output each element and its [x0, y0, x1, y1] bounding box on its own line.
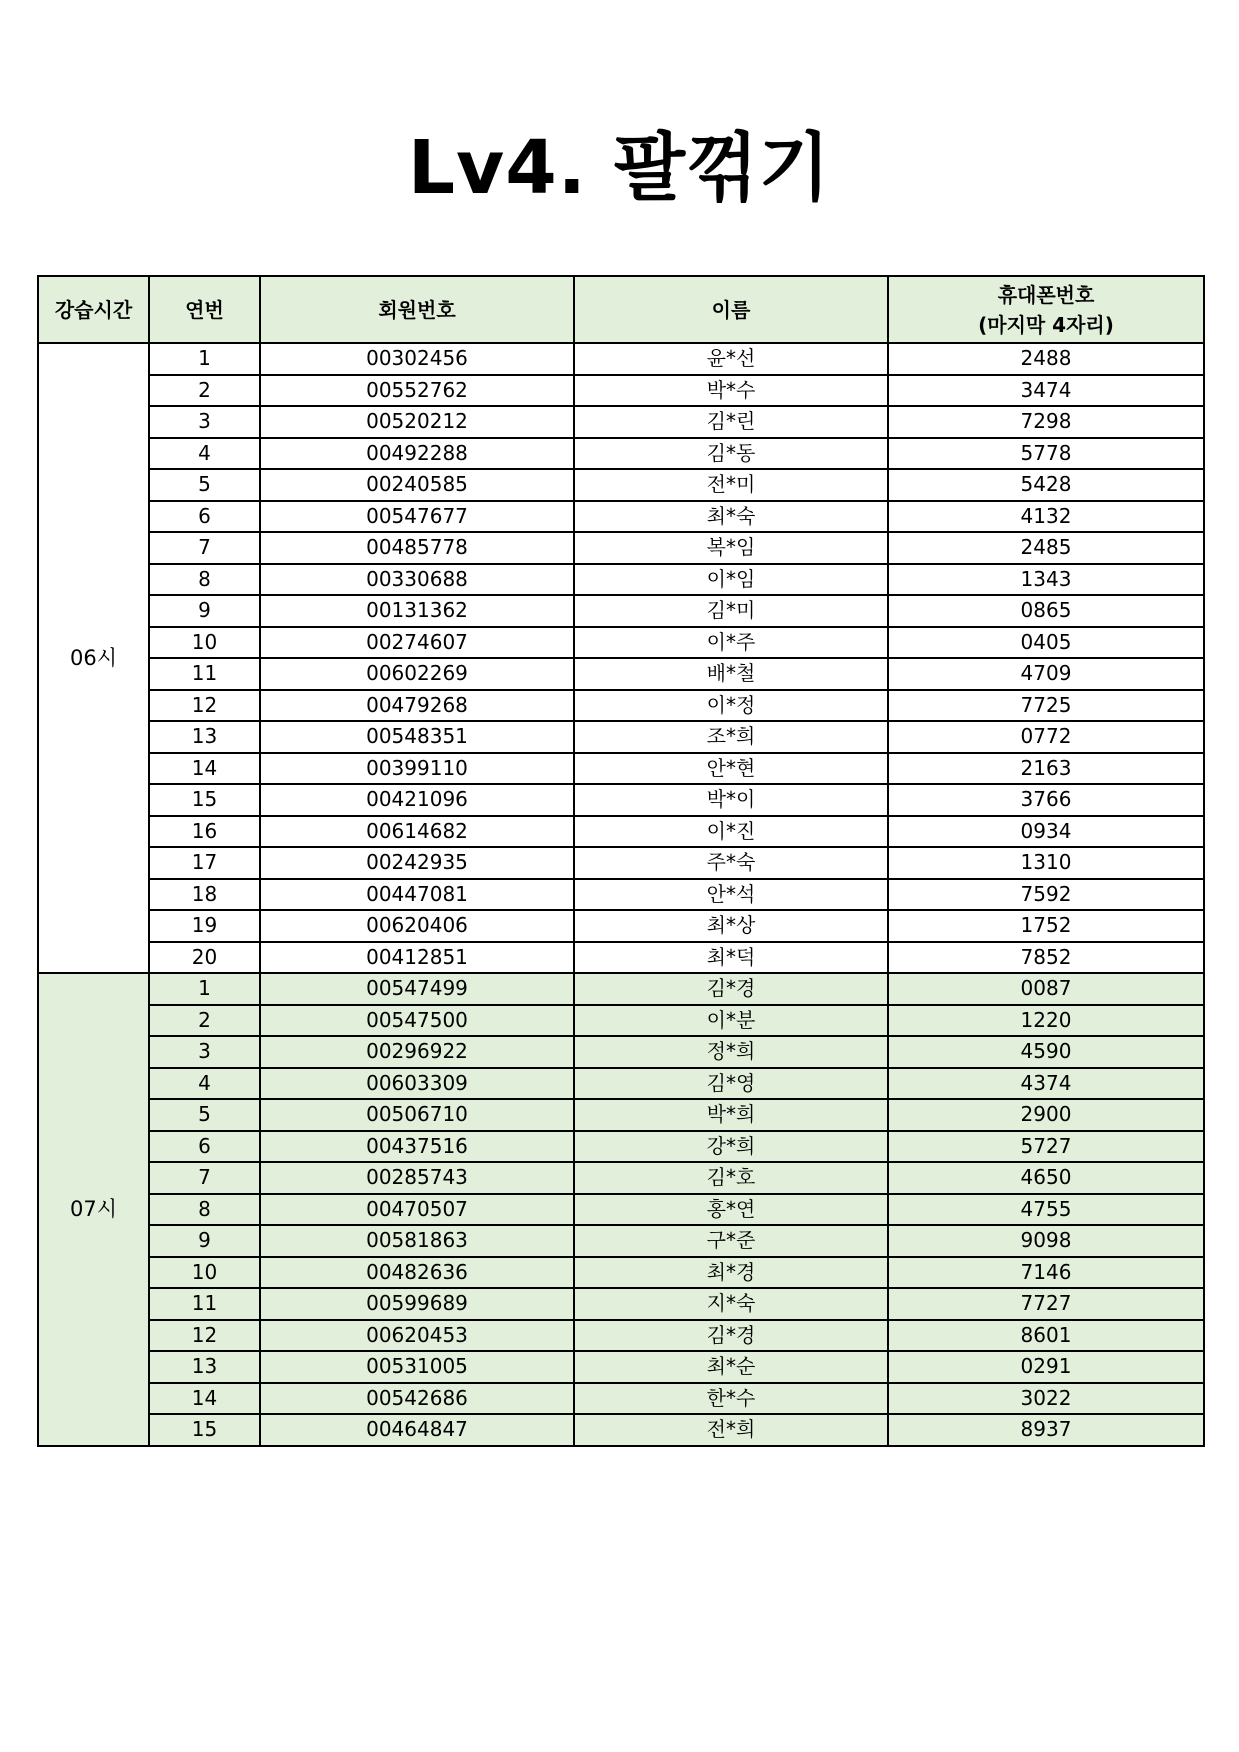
- table-row: [38, 1414, 1204, 1446]
- member-name-cell: 지*숙: [574, 1288, 888, 1320]
- table-row: [38, 1383, 1204, 1415]
- phone-last4-cell: 3474: [888, 375, 1204, 407]
- phone-last4-cell: 5778: [888, 438, 1204, 470]
- header-member-id: 회원번호: [260, 276, 574, 343]
- phone-last4-cell: 7725: [888, 690, 1204, 722]
- member-name-cell: 이*정: [574, 690, 888, 722]
- row-number-cell: 9: [149, 1225, 260, 1257]
- member-id-cell: 00421096: [260, 784, 574, 816]
- table-body: [38, 343, 1204, 1446]
- member-name-cell: 박*희: [574, 1099, 888, 1131]
- row-number-cell: 4: [149, 1068, 260, 1100]
- row-number-cell: 12: [149, 690, 260, 722]
- phone-last4-cell: 1310: [888, 847, 1204, 879]
- row-number-cell: 2: [149, 1005, 260, 1037]
- table-row: [38, 501, 1204, 533]
- row-number-cell: 7: [149, 1162, 260, 1194]
- member-name-cell: 주*숙: [574, 847, 888, 879]
- member-name-cell: 이*주: [574, 627, 888, 659]
- table-row: [38, 847, 1204, 879]
- member-id-cell: 00506710: [260, 1099, 574, 1131]
- table-row: [38, 1225, 1204, 1257]
- table-header-row: [38, 276, 1204, 343]
- member-name-cell: 박*이: [574, 784, 888, 816]
- table-row: [38, 753, 1204, 785]
- row-number-cell: 9: [149, 595, 260, 627]
- table-row: [38, 721, 1204, 753]
- member-id-cell: 00447081: [260, 879, 574, 911]
- phone-last4-cell: 1752: [888, 910, 1204, 942]
- row-number-cell: 3: [149, 406, 260, 438]
- member-id-cell: 00599689: [260, 1288, 574, 1320]
- member-name-cell: 김*미: [574, 595, 888, 627]
- member-id-cell: 00547500: [260, 1005, 574, 1037]
- member-id-cell: 00274607: [260, 627, 574, 659]
- member-id-cell: 00470507: [260, 1194, 574, 1226]
- member-name-cell: 강*희: [574, 1131, 888, 1163]
- member-name-cell: 박*수: [574, 375, 888, 407]
- table-row: [38, 910, 1204, 942]
- member-id-cell: 00620406: [260, 910, 574, 942]
- table-row: [38, 690, 1204, 722]
- phone-last4-cell: 4755: [888, 1194, 1204, 1226]
- table-row: [38, 816, 1204, 848]
- member-name-cell: 전*희: [574, 1414, 888, 1446]
- member-id-cell: 00482636: [260, 1257, 574, 1289]
- phone-last4-cell: 7146: [888, 1257, 1204, 1289]
- phone-last4-cell: 3022: [888, 1383, 1204, 1415]
- phone-last4-cell: 2485: [888, 532, 1204, 564]
- member-name-cell: 이*진: [574, 816, 888, 848]
- member-name-cell: 복*임: [574, 532, 888, 564]
- phone-last4-cell: 2163: [888, 753, 1204, 785]
- row-number-cell: 8: [149, 1194, 260, 1226]
- row-number-cell: 8: [149, 564, 260, 596]
- member-id-cell: 00131362: [260, 595, 574, 627]
- table-row: [38, 1194, 1204, 1226]
- row-number-cell: 14: [149, 1383, 260, 1415]
- phone-last4-cell: 4374: [888, 1068, 1204, 1100]
- member-name-cell: 구*준: [574, 1225, 888, 1257]
- member-name-cell: 이*임: [574, 564, 888, 596]
- row-number-cell: 13: [149, 1351, 260, 1383]
- row-number-cell: 6: [149, 501, 260, 533]
- phone-last4-cell: 4132: [888, 501, 1204, 533]
- phone-last4-cell: 1343: [888, 564, 1204, 596]
- phone-last4-cell: 0087: [888, 973, 1204, 1005]
- phone-last4-cell: 3766: [888, 784, 1204, 816]
- member-id-cell: 00479268: [260, 690, 574, 722]
- row-number-cell: 4: [149, 438, 260, 470]
- row-number-cell: 11: [149, 1288, 260, 1320]
- member-name-cell: 최*덕: [574, 942, 888, 974]
- table-row: [38, 1068, 1204, 1100]
- table-row: [38, 595, 1204, 627]
- phone-last4-cell: 0291: [888, 1351, 1204, 1383]
- member-id-cell: 00412851: [260, 942, 574, 974]
- header-phone-line1: 휴대폰번호: [997, 282, 1095, 307]
- member-name-cell: 조*희: [574, 721, 888, 753]
- member-name-cell: 배*철: [574, 658, 888, 690]
- member-name-cell: 김*호: [574, 1162, 888, 1194]
- member-name-cell: 김*영: [574, 1068, 888, 1100]
- table-row: [38, 784, 1204, 816]
- phone-last4-cell: 0405: [888, 627, 1204, 659]
- table-row: [38, 375, 1204, 407]
- table-row: [38, 406, 1204, 438]
- row-number-cell: 3: [149, 1036, 260, 1068]
- phone-last4-cell: 7298: [888, 406, 1204, 438]
- phone-last4-cell: 0772: [888, 721, 1204, 753]
- member-id-cell: 00520212: [260, 406, 574, 438]
- row-number-cell: 18: [149, 879, 260, 911]
- member-name-cell: 최*경: [574, 1257, 888, 1289]
- table-row: [38, 1099, 1204, 1131]
- member-id-cell: 00603309: [260, 1068, 574, 1100]
- table-row: [38, 1131, 1204, 1163]
- row-number-cell: 1: [149, 343, 260, 375]
- member-name-cell: 최*상: [574, 910, 888, 942]
- member-id-cell: 00492288: [260, 438, 574, 470]
- member-id-cell: 00548351: [260, 721, 574, 753]
- phone-last4-cell: 7727: [888, 1288, 1204, 1320]
- member-name-cell: 전*미: [574, 469, 888, 501]
- time-slot-cell: 06시: [38, 343, 149, 973]
- member-id-cell: 00437516: [260, 1131, 574, 1163]
- row-number-cell: 15: [149, 784, 260, 816]
- phone-last4-cell: 5428: [888, 469, 1204, 501]
- time-slot-cell: 07시: [38, 973, 149, 1446]
- member-id-cell: 00302456: [260, 343, 574, 375]
- member-id-cell: 00542686: [260, 1383, 574, 1415]
- table-row: [38, 879, 1204, 911]
- table-row: [38, 973, 1204, 1005]
- member-name-cell: 안*석: [574, 879, 888, 911]
- member-id-cell: 00464847: [260, 1414, 574, 1446]
- member-name-cell: 윤*선: [574, 343, 888, 375]
- member-name-cell: 김*동: [574, 438, 888, 470]
- member-id-cell: 00330688: [260, 564, 574, 596]
- phone-last4-cell: 2488: [888, 343, 1204, 375]
- table-row: [38, 1351, 1204, 1383]
- table-row: [38, 564, 1204, 596]
- row-number-cell: 5: [149, 469, 260, 501]
- row-number-cell: 20: [149, 942, 260, 974]
- member-id-cell: 00552762: [260, 375, 574, 407]
- member-id-cell: 00547677: [260, 501, 574, 533]
- header-no: 연번: [149, 276, 260, 343]
- member-id-cell: 00614682: [260, 816, 574, 848]
- phone-last4-cell: 7592: [888, 879, 1204, 911]
- phone-last4-cell: 4709: [888, 658, 1204, 690]
- phone-last4-cell: 4650: [888, 1162, 1204, 1194]
- member-id-cell: 00485778: [260, 532, 574, 564]
- table-row: [38, 627, 1204, 659]
- member-name-cell: 이*분: [574, 1005, 888, 1037]
- row-number-cell: 17: [149, 847, 260, 879]
- phone-last4-cell: 8937: [888, 1414, 1204, 1446]
- table-row: [38, 658, 1204, 690]
- member-id-cell: 00581863: [260, 1225, 574, 1257]
- member-id-cell: 00296922: [260, 1036, 574, 1068]
- table-row: [38, 532, 1204, 564]
- member-name-cell: 김*경: [574, 1320, 888, 1352]
- phone-last4-cell: 0934: [888, 816, 1204, 848]
- table-row: [38, 942, 1204, 974]
- phone-last4-cell: 0865: [888, 595, 1204, 627]
- row-number-cell: 1: [149, 973, 260, 1005]
- table-row: [38, 1320, 1204, 1352]
- table-row: [38, 1288, 1204, 1320]
- table-row: [38, 343, 1204, 375]
- header-time: 강습시간: [38, 276, 149, 343]
- table-row: [38, 1257, 1204, 1289]
- member-id-cell: 00240585: [260, 469, 574, 501]
- phone-last4-cell: 8601: [888, 1320, 1204, 1352]
- member-id-cell: 00399110: [260, 753, 574, 785]
- member-id-cell: 00285743: [260, 1162, 574, 1194]
- row-number-cell: 5: [149, 1099, 260, 1131]
- table-row: [38, 1005, 1204, 1037]
- table-row: [38, 438, 1204, 470]
- member-id-cell: 00547499: [260, 973, 574, 1005]
- row-number-cell: 10: [149, 1257, 260, 1289]
- row-number-cell: 16: [149, 816, 260, 848]
- roster-table: [37, 275, 1205, 1447]
- row-number-cell: 13: [149, 721, 260, 753]
- header-phone-line2: (마지막 4자리): [978, 312, 1114, 337]
- member-name-cell: 최*순: [574, 1351, 888, 1383]
- row-number-cell: 2: [149, 375, 260, 407]
- member-name-cell: 한*수: [574, 1383, 888, 1415]
- phone-last4-cell: 2900: [888, 1099, 1204, 1131]
- member-name-cell: 김*린: [574, 406, 888, 438]
- member-name-cell: 안*현: [574, 753, 888, 785]
- page-title: Lv4. 팔꺾기: [407, 125, 832, 211]
- table-row: [38, 469, 1204, 501]
- row-number-cell: 19: [149, 910, 260, 942]
- row-number-cell: 11: [149, 658, 260, 690]
- row-number-cell: 12: [149, 1320, 260, 1352]
- member-name-cell: 김*경: [574, 973, 888, 1005]
- row-number-cell: 15: [149, 1414, 260, 1446]
- phone-last4-cell: 1220: [888, 1005, 1204, 1037]
- member-id-cell: 00620453: [260, 1320, 574, 1352]
- table-row: [38, 1162, 1204, 1194]
- member-id-cell: 00242935: [260, 847, 574, 879]
- member-name-cell: 홍*연: [574, 1194, 888, 1226]
- row-number-cell: 10: [149, 627, 260, 659]
- row-number-cell: 7: [149, 532, 260, 564]
- row-number-cell: 14: [149, 753, 260, 785]
- header-name: 이름: [574, 276, 888, 343]
- phone-last4-cell: 4590: [888, 1036, 1204, 1068]
- member-id-cell: 00602269: [260, 658, 574, 690]
- table-row: [38, 1036, 1204, 1068]
- phone-last4-cell: 9098: [888, 1225, 1204, 1257]
- member-name-cell: 최*숙: [574, 501, 888, 533]
- member-name-cell: 정*희: [574, 1036, 888, 1068]
- phone-last4-cell: 5727: [888, 1131, 1204, 1163]
- header-phone: [888, 276, 1204, 343]
- row-number-cell: 6: [149, 1131, 260, 1163]
- member-id-cell: 00531005: [260, 1351, 574, 1383]
- phone-last4-cell: 7852: [888, 942, 1204, 974]
